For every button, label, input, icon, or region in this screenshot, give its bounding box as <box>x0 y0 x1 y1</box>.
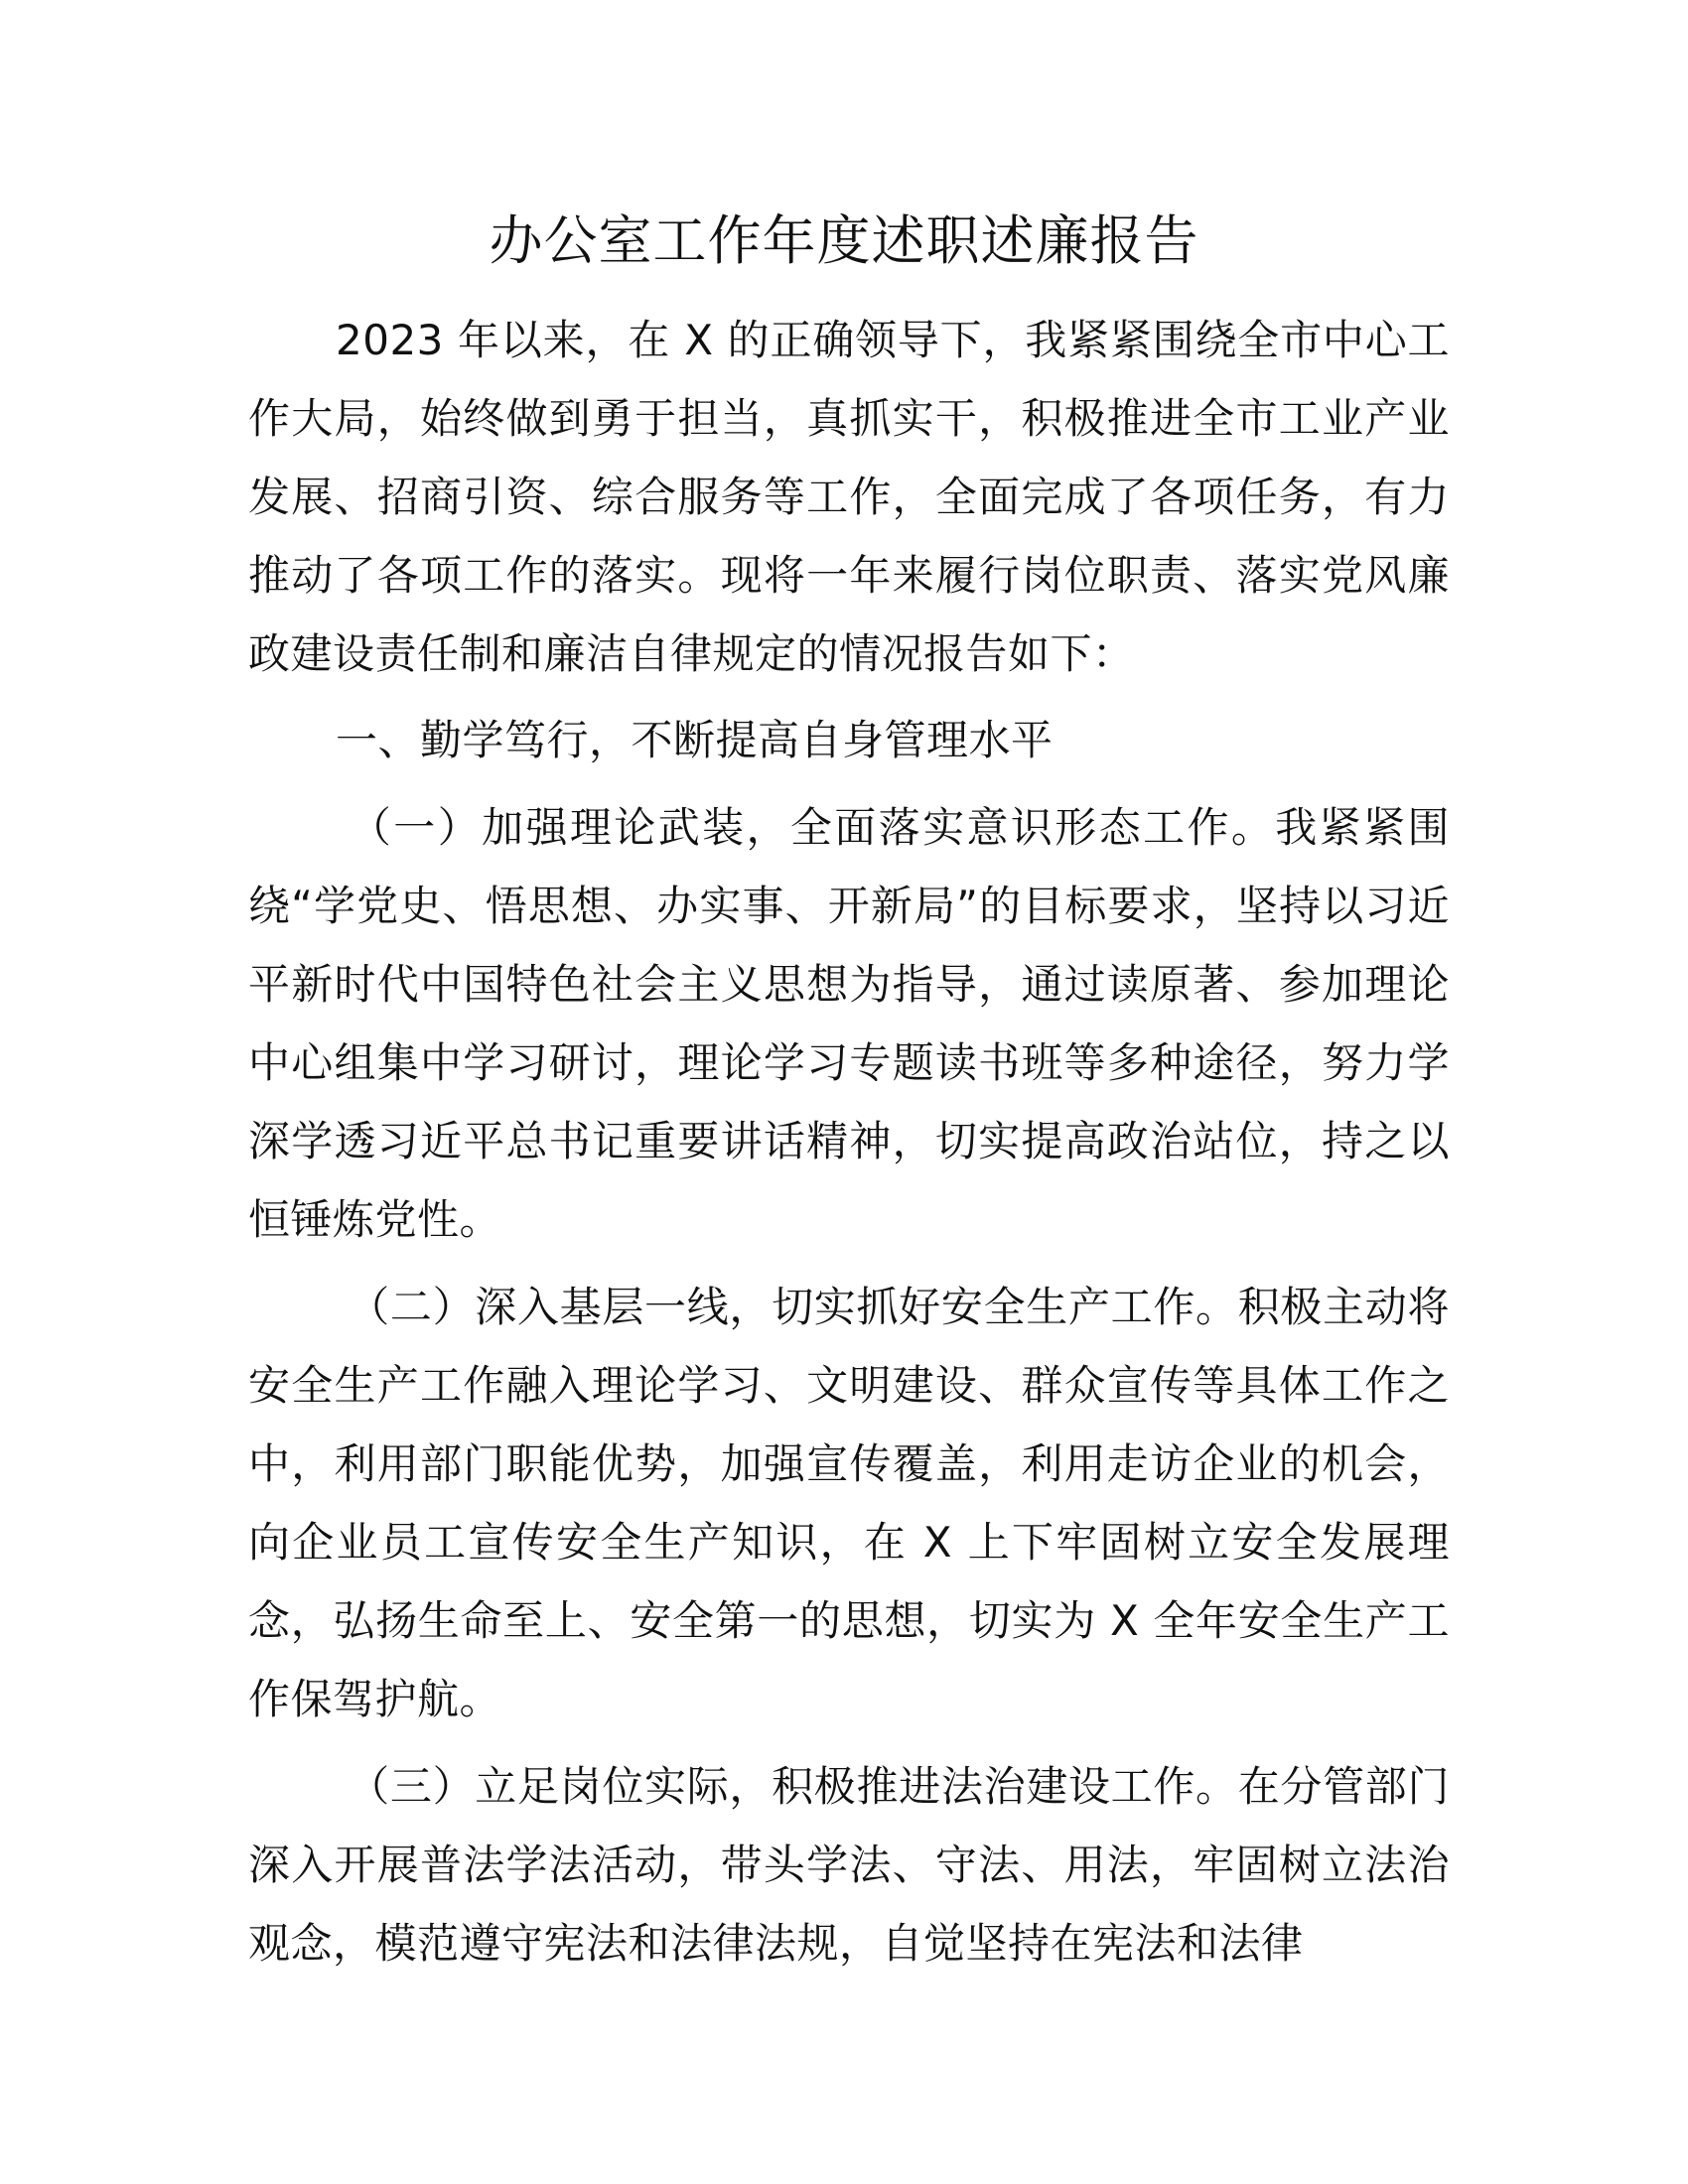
section-heading-text: 一、勤学笃行，不断提高自身管理水平 <box>336 716 1054 764</box>
subsection-paragraph-2 <box>248 1268 1450 1738</box>
subsection-text: （一）加强理论武装，全面落实意识形态工作。我紧紧围绕“学党史、悟思想、办实事、开新局”的目标要求，坚持以习近平新时代中国特色社会主义思想为指导，通过读原著、参加理论中心组集中学习研讨，理论学习专题读书班等多种途径，努力学深学透习近平总书记重要讲话精神，切实提高政治站位，持之以恒锤炼党性。 <box>248 803 1450 1244</box>
subsection-text: （二）深入基层一线，切实抓好安全生产工作。积极主动将安全生产工作融入理论学习、文明建设、群众宣传等具体工作之中，利用部门职能优势，加强宣传覆盖，利用走访企业的机会，向企业员工宣传安全生产知识，在 X 上下牢固树立安全发展理念，弘扬生命至上、安全第一的思想，切实为 X 全年安全生产工作保驾护航。 <box>248 1283 1450 1723</box>
subsection-paragraph-1 <box>248 788 1450 1259</box>
subsection-paragraph-3 <box>248 1747 1450 1982</box>
subsection-text: （三）立足岗位实际，积极推进法治建设工作。在分管部门深入开展普法学法活动，带头学法、守法、用法，牢固树立法治观念，模范遵守宪法和法律法规，自觉坚持在宪法和法律 <box>248 1762 1450 1968</box>
document-body <box>248 301 1450 1982</box>
document-title: 办公室工作年度述职述廉报告 <box>489 209 1199 272</box>
intro-text: 2023 年以来，在 X 的正确领导下，我紧紧围绕全市中心工作大局，始终做到勇于担当，真抓实干，积极推进全市工业产业发展、招商引资、综合服务等工作，全面完成了各项任务，有力推动了各项工作的落实。现将一年来履行岗位职责、落实党风廉政建设责任制和廉洁自律规定的情况报告如下： <box>248 316 1450 678</box>
intro-paragraph <box>248 301 1450 693</box>
section-heading <box>248 701 1450 779</box>
